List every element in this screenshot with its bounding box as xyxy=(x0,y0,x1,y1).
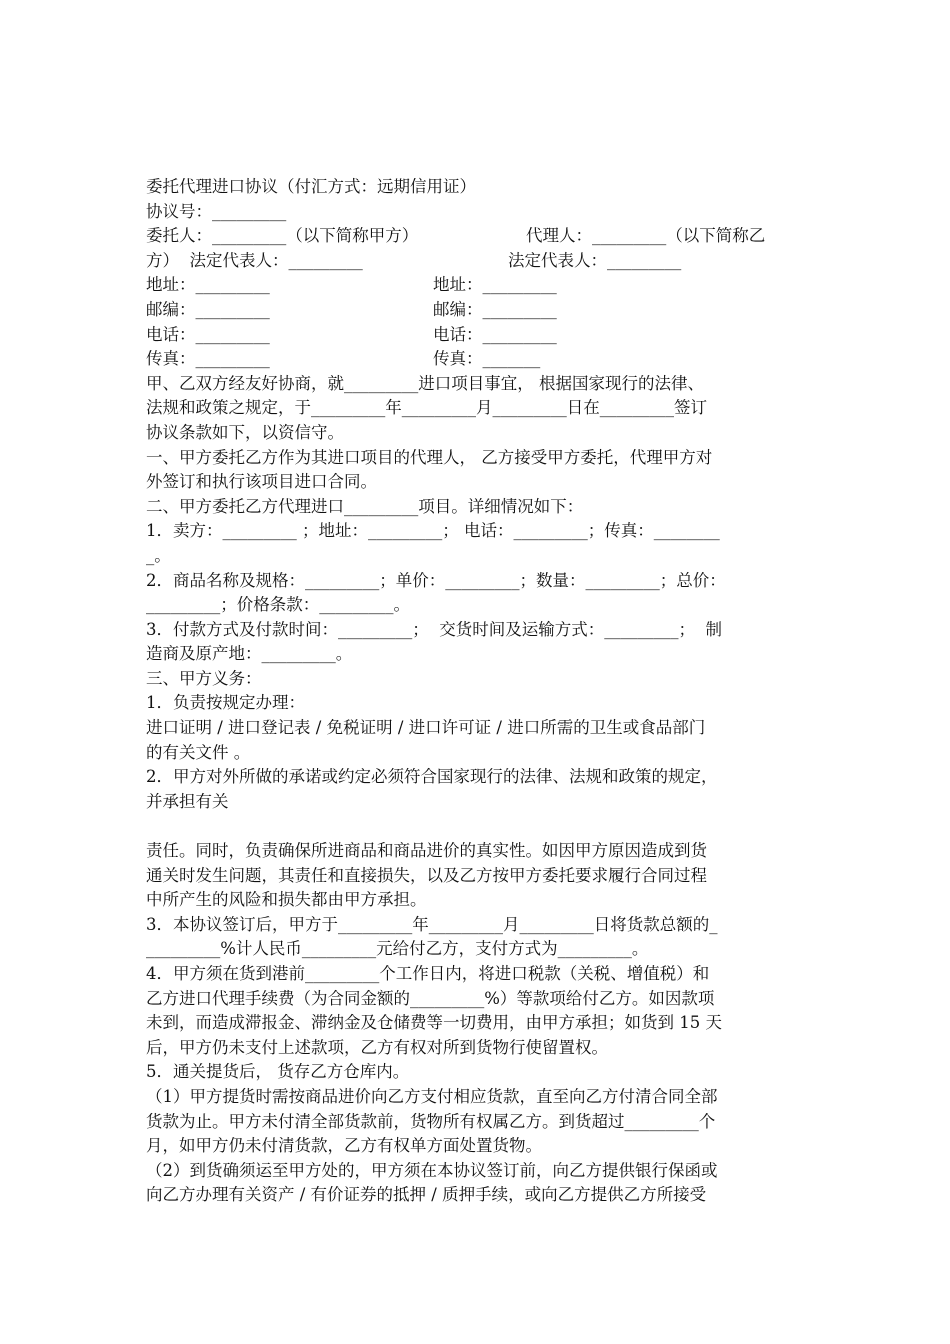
article-2-item-2: _________；价格条款：_________。 xyxy=(146,595,410,615)
article-3-heading: 三、甲方义务： xyxy=(146,668,262,688)
article-3-item-5: 5．通关提货后， 货存乙方仓库内。 xyxy=(146,1062,410,1082)
phone-agent: 电话：_________ xyxy=(433,324,557,344)
address-principal: 地址：_________ xyxy=(146,275,270,295)
article-2-item-2: 2．商品名称及规格：_________；单价：_________；数量：_________；总价： xyxy=(146,570,726,590)
parties-row xyxy=(146,224,810,249)
legal-rep-agent: 法定代表人：_________ xyxy=(508,250,682,270)
postcode-row xyxy=(146,298,810,323)
article-3-item-3: 3．本协议签订后，甲方于_________年_________月_________日将货款总额的_ xyxy=(146,914,718,934)
fax-agent: 传真：_______ xyxy=(433,349,541,369)
responsibility-line: 中所产生的风险和损失都由甲方承担。 xyxy=(146,890,427,910)
article-3-item-5-sub-2: （2）到货确须运至甲方处的，甲方须在本协议签订前，向乙方提供银行保函或 xyxy=(146,1160,718,1180)
phone-principal: 电话：_________ xyxy=(146,324,270,344)
document-body xyxy=(146,175,810,1208)
fax-principal: 传真：_________ xyxy=(146,349,270,369)
article-1-line: 一、甲方委托乙方作为其进口项目的代理人， 乙方接受甲方委托，代理甲方对 xyxy=(146,447,713,467)
document-title: 委托代理进口协议（付汇方式：远期信用证） xyxy=(146,177,476,196)
postcode-principal: 邮编：_________ xyxy=(146,299,270,319)
agent-field: 代理人：_________（以下简称乙 xyxy=(526,226,766,246)
address-agent: 地址：_________ xyxy=(433,275,557,295)
article-3-item-4: 未到，而造成滞报金、滞纳金及仓储费等一切费用，由甲方承担；如货到 15 天 xyxy=(146,1013,722,1033)
responsibility-line: 通关时发生问题，其责任和直接损失，以及乙方按甲方委托要求履行合同过程 xyxy=(146,865,707,885)
article-2-heading: 二、甲方委托乙方代理进口_________项目。详细情况如下： xyxy=(146,496,584,516)
article-2-item-3: 造商及原产地：_________。 xyxy=(146,644,353,664)
article-3-item-1-docs: 进口证明 / 进口登记表 / 免税证明 / 进口许可证 / 进口所需的卫生或食品部门 xyxy=(146,718,706,738)
fax-row xyxy=(146,347,810,372)
page-break-gap xyxy=(146,814,810,839)
legal-rep-principal: 方） 法定代表人：_________ xyxy=(146,250,363,270)
intro-line: 协议条款如下，以资信守。 xyxy=(146,422,344,442)
article-3-item-5-sub-1: 货款为止。甲方未付清全部货款前，货物所有权属乙方。到货超过_________个 xyxy=(146,1111,716,1131)
article-3-item-1-docs: 的有关文件 。 xyxy=(146,742,251,762)
postcode-agent: 邮编：_________ xyxy=(433,299,557,319)
article-2-item-1: 1．卖方：_________ ；地址：_________； 电话：_________；传真：________ xyxy=(146,521,720,541)
article-3-item-5-sub-1: 月，如甲方仍未付清货款，乙方有权单方面处置货物。 xyxy=(146,1136,542,1156)
article-3-item-1: 1．负责按规定办理： xyxy=(146,693,305,713)
article-3-item-4: 乙方进口代理手续费（为合同金额的_________%）等款项给付乙方。如因款项 xyxy=(146,988,715,1008)
legal-rep-row xyxy=(146,249,810,274)
agreement-number: 协议号：_________ xyxy=(146,201,287,221)
article-3-item-4: 后，甲方仍未支付上述款项，乙方有权对所到货物行使留置权。 xyxy=(146,1037,608,1057)
article-3-item-5-sub-2: 向乙方办理有关资产 / 有价证券的抵押 / 质押手续，或向乙方提供乙方所接受 xyxy=(146,1185,707,1205)
article-3-item-3: _________%计人民币_________元给付乙方，支付方式为_________。 xyxy=(146,939,649,959)
principal-field: 委托人：_________（以下简称甲方） xyxy=(146,226,419,246)
responsibility-line: 责任。同时，负责确保所进商品和商品进价的真实性。如因甲方原因造成到货 xyxy=(146,841,707,861)
article-3-item-2: 2．甲方对外所做的承诺或约定必须符合国家现行的法律、法规和政策的规定， xyxy=(146,767,718,787)
article-1-line: 外签订和执行该项目进口合同。 xyxy=(146,472,377,492)
article-3-item-2: 并承担有关 xyxy=(146,791,229,811)
article-2-item-1: _。 xyxy=(146,545,171,565)
article-3-item-4: 4．甲方须在货到港前_________个工作日内，将进口税款（关税、增值税）和 xyxy=(146,964,710,983)
article-3-item-5-sub-1: （1）甲方提货时需按商品进价向乙方支付相应货款，直至向乙方付清合同全部 xyxy=(146,1086,718,1106)
intro-line: 法规和政策之规定，于_________年_________月_________日在_________签订 xyxy=(146,398,707,418)
intro-line: 甲、乙双方经友好协商，就_________进口项目事宜， 根据国家现行的法律、 xyxy=(146,373,704,393)
article-2-item-3: 3．付款方式及付款时间：_________； 交货时间及运输方式：_________； 制 xyxy=(146,619,722,639)
phone-row xyxy=(146,323,810,348)
address-row xyxy=(146,273,810,298)
